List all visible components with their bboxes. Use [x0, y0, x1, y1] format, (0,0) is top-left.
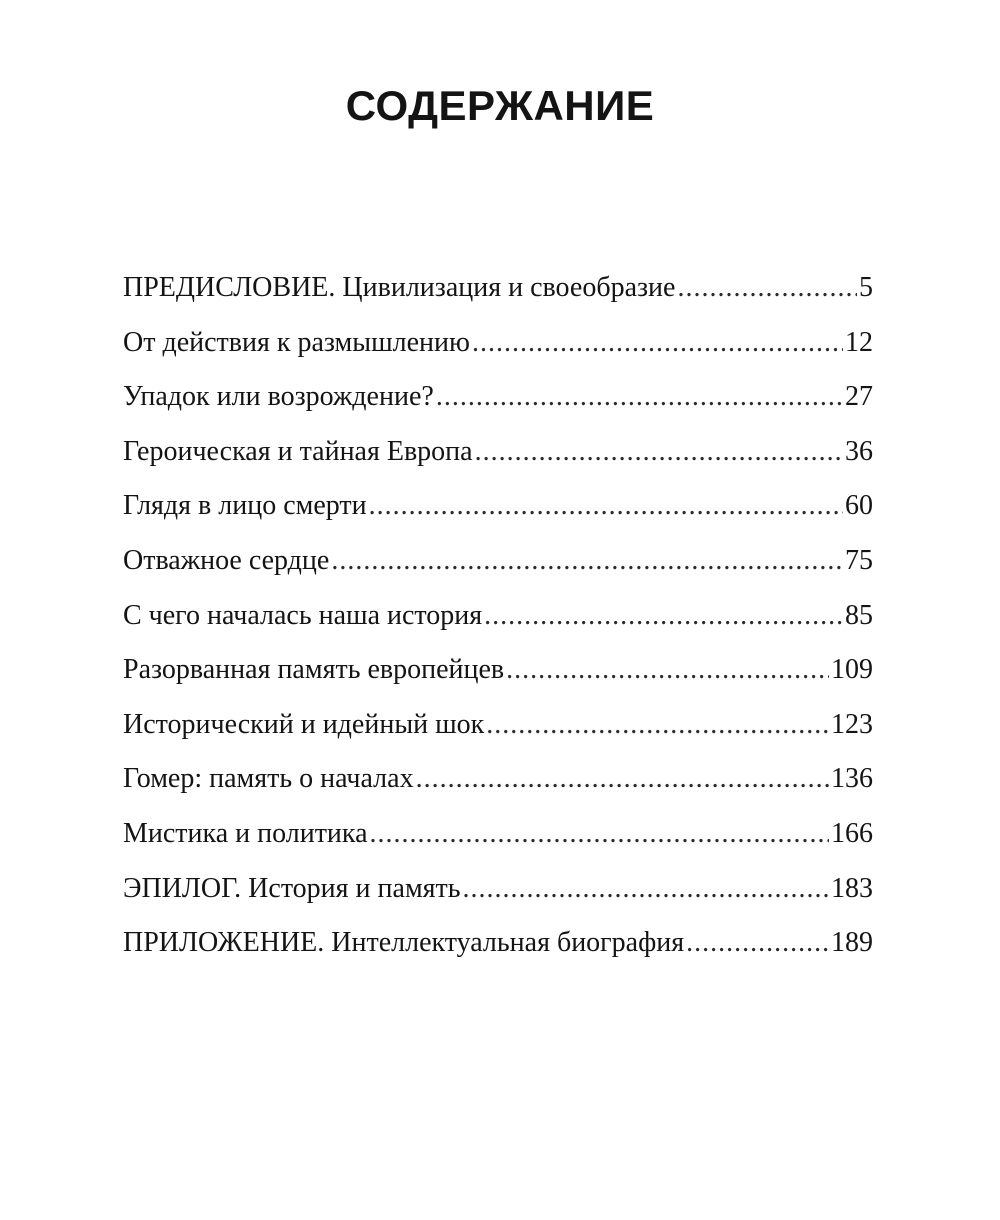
toc-entry-page: 75	[845, 544, 873, 576]
toc-entry-title: С чего началась наша история	[123, 599, 483, 631]
table-of-contents	[123, 268, 873, 978]
dot-leader	[436, 377, 843, 417]
toc-entry-title: ЭПИЛОГ. История и память	[123, 872, 461, 904]
toc-entry-title: Гомер: память о началах	[123, 763, 414, 795]
toc-entry-title: ПРИЛОЖЕНИЕ. Интеллектуальная биография	[123, 927, 685, 959]
dot-leader	[686, 923, 829, 963]
toc-entry[interactable]	[123, 432, 873, 487]
dot-leader	[472, 323, 843, 363]
toc-entry[interactable]	[123, 923, 873, 978]
toc-entry-page: 109	[831, 654, 873, 686]
dot-leader	[486, 705, 829, 745]
toc-entry[interactable]	[123, 323, 873, 378]
toc-entry-page: 27	[845, 381, 873, 413]
toc-entry-page: 183	[831, 872, 873, 904]
toc-entry[interactable]	[123, 486, 873, 541]
dot-leader	[484, 596, 843, 636]
dot-leader	[416, 759, 829, 799]
toc-entry-title: Героическая и тайная Европа	[123, 435, 473, 467]
toc-entry[interactable]	[123, 869, 873, 924]
toc-entry-title: Мистика и политика	[123, 817, 368, 849]
dot-leader	[369, 486, 843, 526]
toc-entry-title: Глядя в лицо смерти	[123, 490, 367, 522]
dot-leader	[331, 541, 843, 581]
toc-entry[interactable]	[123, 268, 873, 323]
toc-entry-title: ПРЕДИСЛОВИЕ. Цивилизация и своеобразие	[123, 272, 676, 303]
toc-entry[interactable]	[123, 705, 873, 760]
toc-entry-page: 85	[845, 599, 873, 631]
toc-entry-title: Исторический и идейный шок	[123, 708, 485, 740]
toc-entry-title: От действия к размышлению	[123, 326, 470, 358]
toc-entry-page: 166	[831, 817, 873, 849]
toc-entry[interactable]	[123, 650, 873, 705]
toc-entry-title: Разорванная память европейцев	[123, 654, 505, 686]
toc-entry-page: 123	[831, 708, 873, 740]
toc-entry-page: 189	[831, 927, 873, 959]
toc-entry[interactable]	[123, 814, 873, 869]
dot-leader	[370, 814, 829, 854]
dot-leader	[463, 869, 829, 909]
dot-leader	[506, 650, 829, 690]
dot-leader	[475, 432, 843, 472]
page-title: СОДЕРЖАНИЕ	[345, 82, 655, 129]
toc-entry-page: 136	[831, 763, 873, 795]
toc-entry[interactable]	[123, 377, 873, 432]
toc-entry[interactable]	[123, 759, 873, 814]
toc-entry[interactable]	[123, 541, 873, 596]
toc-entry-title: Упадок или возрождение?	[123, 381, 434, 413]
toc-entry-page: 36	[845, 435, 873, 467]
dot-leader	[677, 268, 857, 308]
toc-entry-page: 60	[845, 490, 873, 522]
toc-entry-page: 12	[845, 326, 873, 358]
toc-entry-page: 5	[859, 272, 873, 303]
toc-entry[interactable]	[123, 596, 873, 651]
toc-entry-title: Отважное сердце	[123, 544, 330, 576]
